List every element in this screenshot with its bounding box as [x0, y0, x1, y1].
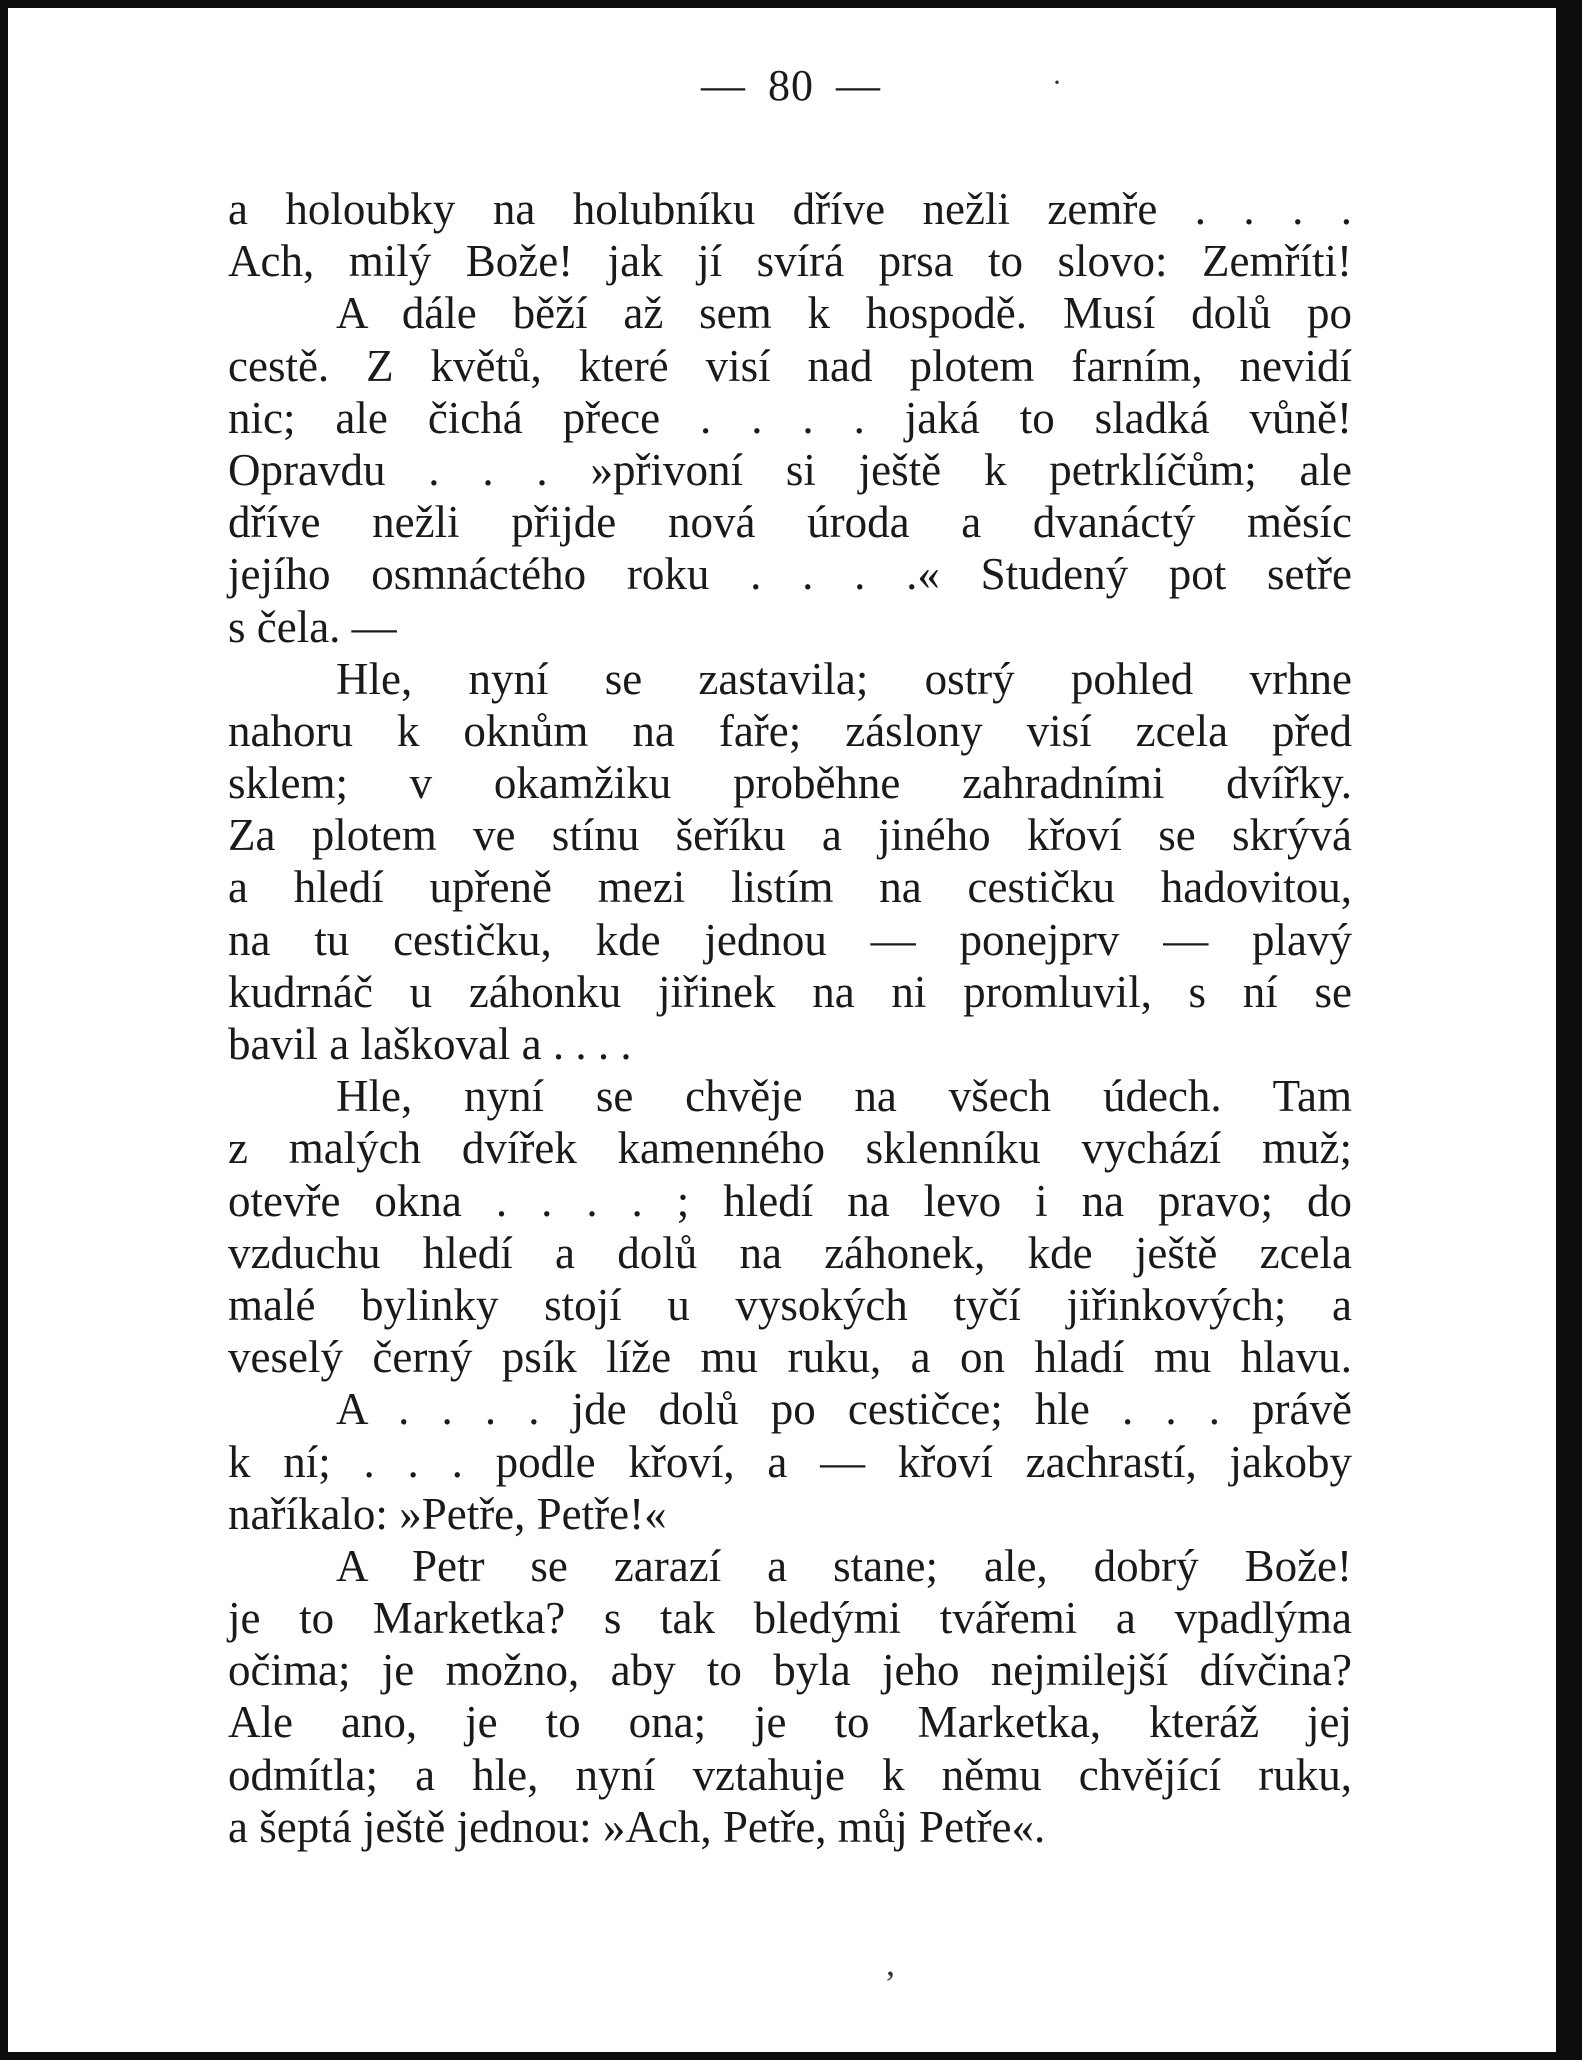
text-line: Za plotem ve stínu šeříku a jiného křoví se skrývá — [228, 810, 1352, 861]
paragraph-end-line: bavil a laškoval a . . . . — [228, 1019, 632, 1069]
paragraph-start-line: A dále běží až sem k hospodě. Musí dolů po — [336, 288, 1352, 339]
text-line: a holoubky na holubníku dříve nežli zemře . . . . — [228, 184, 1352, 234]
ink-speck-top: · — [1052, 66, 1062, 99]
text-line: malé bylinky stojí u vysokých tyčí jiřinkových; a — [228, 1279, 1352, 1330]
text-line: na tu cestičku, kde jednou — ponejprv — plavý — [228, 914, 1352, 965]
text-line: a hledí upřeně mezi listím na cestičku hadovitou, — [228, 862, 1352, 913]
text-line: otevře okna . . . . ; hledí na levo i na pravo; do — [228, 1175, 1352, 1226]
paragraph-start-line: Hle, nyní se chvěje na všech údech. Tam — [336, 1071, 1352, 1122]
paragraph-start-line: A Petr se zarazí a stane; ale, dobrý Bože! — [336, 1540, 1352, 1591]
page-number: 80 — [768, 61, 814, 110]
text-line: dříve nežli přijde nová úroda a dvanáctý měsíc — [228, 497, 1352, 548]
text-line: Opravdu . . . »přivoní si ještě k petrklíčům; ale — [228, 444, 1352, 495]
text-line: očima; je možno, aby to byla jeho nejmilejší dívčina? — [228, 1645, 1352, 1696]
text-line: vzduchu hledí a dolů na záhonek, kde ještě zcela — [228, 1227, 1352, 1278]
text-line: k ní; . . . podle křoví, a — křoví zachrastí, jakoby — [228, 1436, 1352, 1487]
text-line: odmítla; a hle, nyní vztahuje k němu chvějící ruku, — [228, 1749, 1352, 1800]
paragraph-end-line: a šeptá ještě jednou: »Ach, Petře, můj Petře«. — [228, 1801, 1046, 1852]
text-line: jejího osmnáctého roku . . . .« Studený pot setře — [228, 549, 1352, 600]
paragraph-end-line: naříkalo: »Petře, Petře!« — [228, 1488, 667, 1539]
text-line: nic; ale čichá přece . . . . jaká to sladká vůně! — [228, 392, 1352, 443]
text-line: je to Marketka? s tak bledými tvářemi a vpadlýma — [228, 1593, 1352, 1644]
header-dash-left: — — [701, 61, 746, 110]
text-line: z malých dvířek kamenného sklenníku vychází muž; — [228, 1123, 1352, 1174]
paragraph-start-line: Hle, nyní se zastavila; ostrý pohled vrhne — [336, 653, 1352, 704]
page-header — [0, 60, 1582, 111]
text-line: Ale ano, je to ona; je to Marketka, kteráž jej — [228, 1697, 1352, 1748]
text-line: nahoru k oknům na faře; záslony visí zcela před — [228, 705, 1352, 756]
paragraph-end-line: s čela. — — [228, 601, 397, 652]
ink-speck-bottom: , — [886, 1943, 895, 1983]
text-line: Ach, milý Bože! jak jí svírá prsa to slovo: Zemříti! — [228, 236, 1352, 287]
paragraph-start-line: A . . . . jde dolů po cestičce; hle . . . právě — [336, 1384, 1352, 1435]
text-line: cestě. Z květů, které visí nad plotem farním, nevidí — [228, 340, 1352, 391]
text-line: kudrnáč u záhonku jiřinek na ni promluvil, s ní se — [228, 966, 1352, 1017]
body-text — [228, 183, 1352, 1853]
header-dash-right: — — [836, 61, 881, 110]
text-line: sklem; v okamžiku proběhne zahradními dvířky. — [228, 758, 1352, 809]
text-line: veselý černý psík líže mu ruku, a on hladí mu hlavu. — [228, 1332, 1352, 1383]
